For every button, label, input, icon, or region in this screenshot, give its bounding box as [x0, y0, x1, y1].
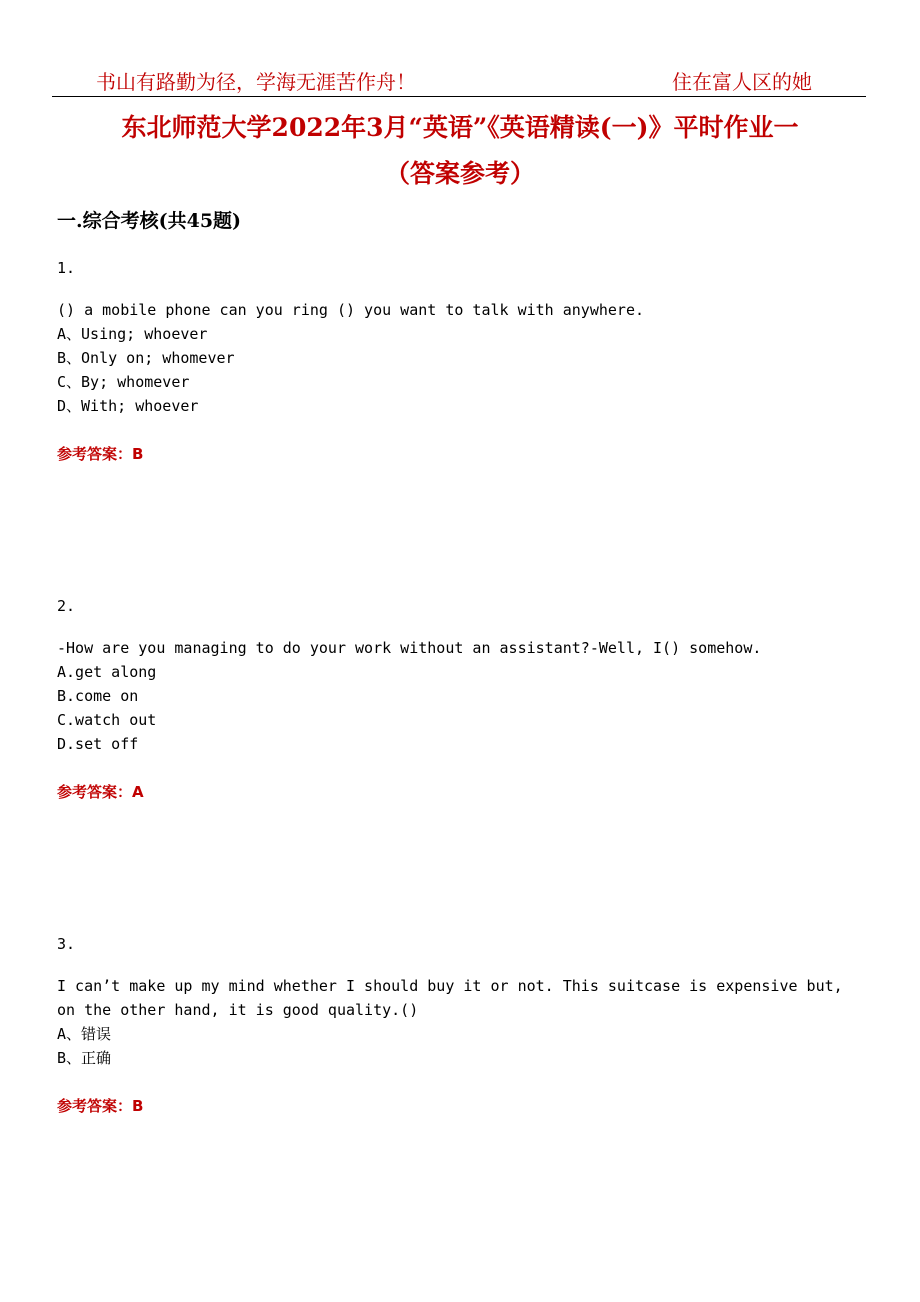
answer-key: 参考答案：A	[57, 783, 144, 801]
question-number: 3.	[57, 935, 76, 953]
option-d: D、With; whoever	[57, 397, 199, 415]
section-heading: 一.综合考核(共45题)	[57, 210, 242, 232]
question-1	[57, 256, 867, 466]
option-a: A、错误	[57, 1025, 112, 1043]
question-number: 2.	[57, 597, 76, 615]
option-b: B、Only on; whomever	[57, 349, 235, 367]
question-stem-line-1: I can’t make up my mind whether I should buy it or not. This suitcase is expensive but,	[57, 977, 843, 995]
option-c: C.watch out	[57, 711, 157, 729]
option-d: D.set off	[57, 735, 139, 753]
option-a: A、Using; whoever	[57, 325, 208, 343]
header-motto: 书山有路勤为径，学海无涯苦作舟！	[96, 70, 416, 94]
option-b: B、正确	[57, 1049, 112, 1067]
option-b: B.come on	[57, 687, 139, 705]
document-subtitle: （答案参考）	[384, 159, 535, 188]
question-stem: -How are you managing to do your work without an assistant?-Well, I() somehow.	[57, 639, 762, 657]
document-title: 东北师范大学2022年3月“英语”《英语精读(一)》平时作业一	[121, 113, 799, 142]
question-stem-line-2: on the other hand, it is good quality.()	[57, 1001, 419, 1019]
question-stem: () a mobile phone can you ring () you want to talk with anywhere.	[57, 301, 644, 319]
question-number: 1.	[57, 259, 76, 277]
option-c: C、By; whomever	[57, 373, 190, 391]
header-author: 住在富人区的她	[672, 70, 812, 94]
answer-key: 参考答案：B	[57, 445, 144, 463]
question-3	[57, 932, 867, 1118]
question-2	[57, 594, 867, 804]
answer-key: 参考答案：B	[57, 1097, 144, 1115]
header-divider	[52, 96, 866, 97]
option-a: A.get along	[57, 663, 157, 681]
